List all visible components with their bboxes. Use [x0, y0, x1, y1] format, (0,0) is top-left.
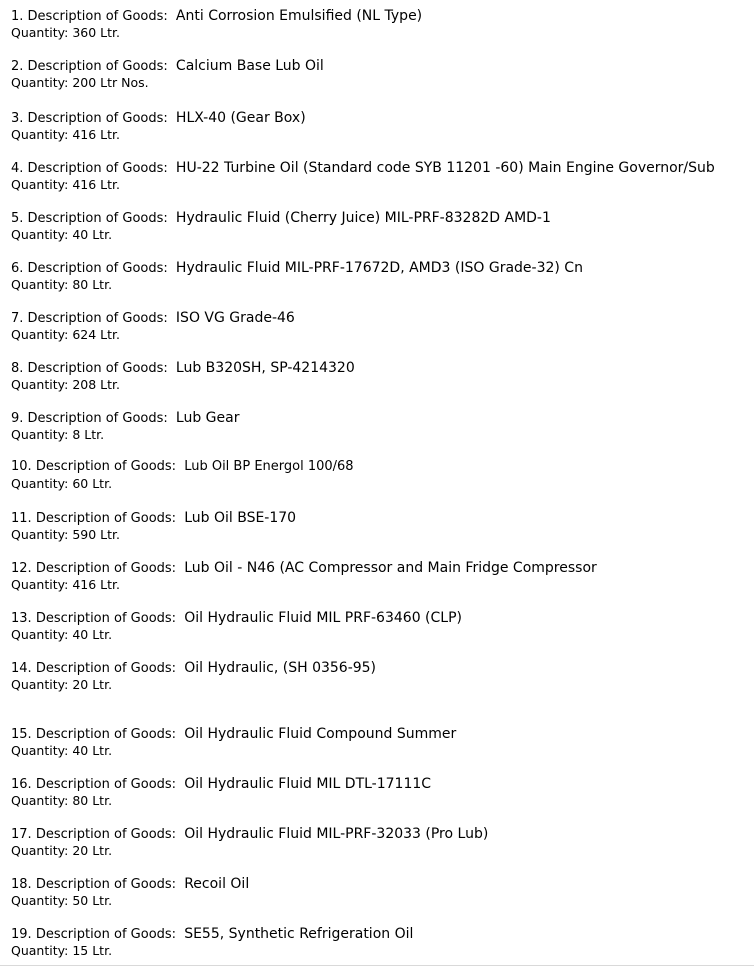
quantity-line [11, 75, 149, 91]
item-number: 7. [11, 311, 24, 326]
description-line [11, 458, 354, 476]
description-label: Description of Goods: [27, 111, 168, 126]
description-line [11, 409, 239, 428]
description-value: Oil Hydraulic Fluid Compound Summer [184, 726, 457, 742]
quantity-line [11, 527, 120, 543]
quantity-label: Quantity: [11, 75, 69, 90]
quantity-label: Quantity: [11, 577, 69, 592]
description-line [11, 57, 324, 76]
item-number: 16. [11, 777, 32, 792]
description-label: Description of Goods: [27, 9, 168, 24]
description-line [11, 659, 376, 678]
quantity-line [11, 327, 120, 343]
description-line [11, 509, 296, 528]
description-line [11, 359, 355, 378]
description-line [11, 559, 597, 578]
description-line [11, 159, 715, 178]
quantity-line [11, 427, 104, 443]
description-line [11, 775, 431, 794]
description-line [11, 7, 422, 26]
quantity-line [11, 25, 120, 41]
description-label: Description of Goods: [27, 311, 168, 326]
description-label: Description of Goods: [27, 411, 168, 426]
quantity-line [11, 627, 112, 643]
quantity-value: 20 Ltr. [72, 677, 113, 692]
item-number: 5. [11, 211, 24, 226]
quantity-label: Quantity: [11, 127, 69, 142]
item-number: 19. [11, 927, 32, 942]
quantity-label: Quantity: [11, 227, 69, 242]
quantity-line [11, 843, 112, 859]
item-number: 12. [11, 561, 32, 576]
quantity-label: Quantity: [11, 177, 69, 192]
description-value: Oil Hydraulic Fluid MIL-PRF-32033 (Pro Lub) [184, 826, 489, 842]
description-value: SE55, Synthetic Refrigeration Oil [184, 926, 414, 942]
quantity-line [11, 377, 120, 393]
item-number: 15. [11, 727, 32, 742]
quantity-label: Quantity: [11, 793, 69, 808]
quantity-line [11, 227, 112, 243]
quantity-line [11, 743, 112, 759]
description-value: HU-22 Turbine Oil (Standard code SYB 11201 -60) Main Engine Governor/Sub [175, 160, 715, 176]
description-value: Lub Gear [175, 410, 240, 426]
description-line [11, 309, 295, 328]
quantity-label: Quantity: [11, 25, 69, 40]
quantity-value: 360 Ltr. [72, 25, 120, 40]
quantity-line [11, 127, 120, 143]
description-value: Lub B320SH, SP-4214320 [175, 360, 355, 376]
quantity-value: 50 Ltr. [72, 893, 113, 908]
quantity-value: 20 Ltr. [72, 843, 113, 858]
quantity-label: Quantity: [11, 427, 69, 442]
description-value: Lub Oil - N46 (AC Compressor and Main Fridge Compressor [184, 560, 597, 576]
description-label: Description of Goods: [35, 927, 177, 942]
quantity-label: Quantity: [11, 327, 69, 342]
item-number: 18. [11, 877, 32, 892]
item-number: 6. [11, 261, 24, 276]
description-line [11, 109, 306, 128]
item-number: 9. [11, 411, 24, 426]
quantity-value: 80 Ltr. [72, 277, 113, 292]
description-value: Oil Hydraulic Fluid MIL DTL-17111C [184, 776, 432, 792]
quantity-line [11, 177, 120, 193]
description-label: Description of Goods: [35, 777, 177, 792]
quantity-line [11, 943, 112, 959]
quantity-line [11, 476, 112, 492]
item-number: 11. [11, 511, 32, 526]
quantity-label: Quantity: [11, 893, 69, 908]
description-label: Description of Goods: [35, 561, 177, 576]
quantity-line [11, 277, 112, 293]
quantity-label: Quantity: [11, 843, 69, 858]
quantity-label: Quantity: [11, 627, 69, 642]
description-label: Description of Goods: [35, 611, 177, 626]
quantity-value: 208 Ltr. [72, 377, 120, 392]
quantity-value: 15 Ltr. [72, 943, 113, 958]
item-number: 3. [11, 111, 24, 126]
item-number: 17. [11, 827, 32, 842]
description-line [11, 825, 488, 844]
item-number: 8. [11, 361, 24, 376]
description-label: Description of Goods: [35, 727, 177, 742]
quantity-label: Quantity: [11, 743, 69, 758]
quantity-label: Quantity: [11, 943, 69, 958]
quantity-line [11, 577, 120, 593]
description-label: Description of Goods: [35, 661, 177, 676]
quantity-value: 40 Ltr. [72, 227, 113, 242]
description-label: Description of Goods: [35, 827, 177, 842]
quantity-value: 416 Ltr. [72, 577, 120, 592]
quantity-value: 416 Ltr. [72, 177, 120, 192]
description-line [11, 259, 583, 278]
description-value: Recoil Oil [184, 876, 250, 892]
item-number: 10. [11, 459, 32, 474]
description-label: Description of Goods: [35, 511, 177, 526]
description-value: Lub Oil BP Energol 100/68 [184, 459, 354, 474]
quantity-label: Quantity: [11, 377, 69, 392]
quantity-value: 60 Ltr. [72, 476, 113, 491]
quantity-value: 200 Ltr Nos. [72, 75, 149, 90]
description-value: Oil Hydraulic Fluid MIL PRF-63460 (CLP) [184, 610, 462, 626]
quantity-line [11, 677, 112, 693]
quantity-value: 40 Ltr. [72, 743, 113, 758]
quantity-value: 8 Ltr. [72, 427, 105, 442]
description-value: Calcium Base Lub Oil [175, 58, 324, 74]
description-line [11, 725, 456, 744]
quantity-label: Quantity: [11, 527, 69, 542]
description-label: Description of Goods: [35, 459, 177, 474]
item-number: 14. [11, 661, 32, 676]
description-label: Description of Goods: [27, 161, 168, 176]
description-value: Hydraulic Fluid (Cherry Juice) MIL-PRF-83282D AMD-1 [175, 210, 551, 226]
quantity-value: 624 Ltr. [72, 327, 120, 342]
quantity-label: Quantity: [11, 277, 69, 292]
description-label: Description of Goods: [27, 211, 168, 226]
description-value: ISO VG Grade-46 [175, 310, 295, 326]
description-line [11, 875, 249, 894]
divider [0, 965, 754, 966]
description-value: Oil Hydraulic, (SH 0356-95) [184, 660, 377, 676]
description-label: Description of Goods: [27, 59, 168, 74]
description-line [11, 609, 462, 628]
quantity-value: 590 Ltr. [72, 527, 120, 542]
quantity-value: 416 Ltr. [72, 127, 120, 142]
quantity-line [11, 793, 112, 809]
quantity-label: Quantity: [11, 677, 69, 692]
quantity-value: 40 Ltr. [72, 627, 113, 642]
description-value: Lub Oil BSE-170 [184, 510, 297, 526]
description-line [11, 925, 413, 944]
description-label: Description of Goods: [27, 261, 168, 276]
item-number: 13. [11, 611, 32, 626]
description-label: Description of Goods: [27, 361, 168, 376]
description-line [11, 209, 551, 228]
quantity-value: 80 Ltr. [72, 793, 113, 808]
item-number: 2. [11, 59, 24, 74]
description-value: Hydraulic Fluid MIL-PRF-17672D, AMD3 (ISO Grade-32) Cn [175, 260, 583, 276]
item-number: 1. [11, 9, 24, 24]
description-value: Anti Corrosion Emulsified (NL Type) [175, 8, 423, 24]
item-number: 4. [11, 161, 24, 176]
quantity-label: Quantity: [11, 476, 69, 491]
description-label: Description of Goods: [35, 877, 177, 892]
description-value: HLX-40 (Gear Box) [175, 110, 306, 126]
quantity-line [11, 893, 112, 909]
